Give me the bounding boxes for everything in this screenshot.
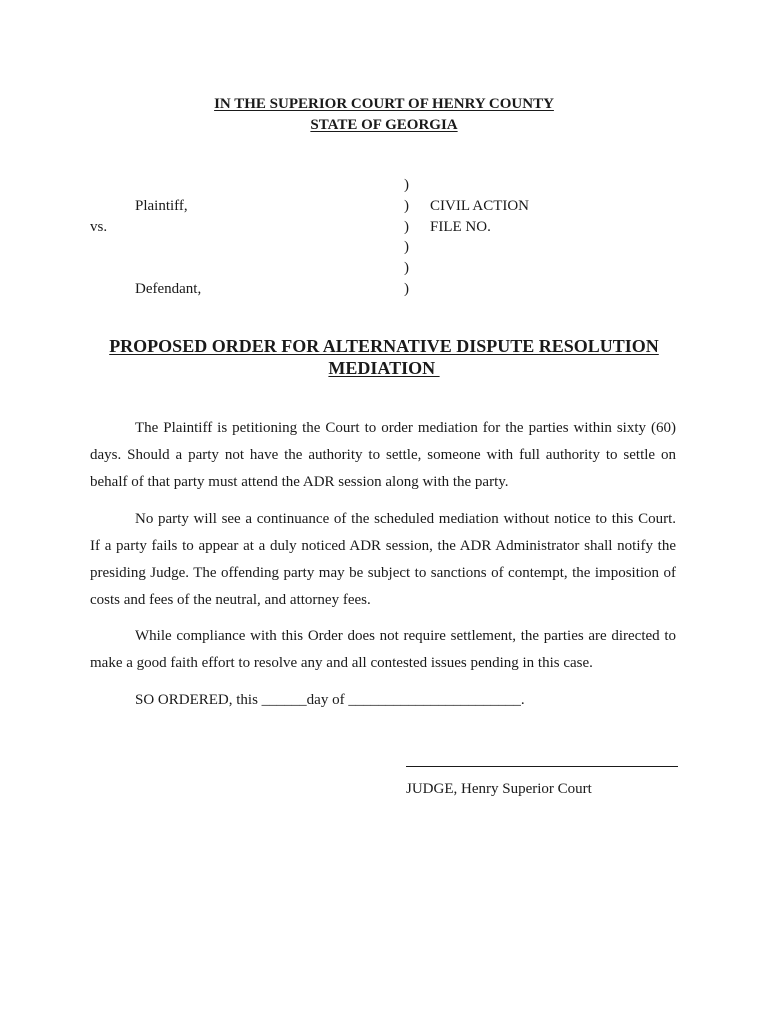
judge-signature-label: JUDGE, Henry Superior Court <box>406 781 592 797</box>
caption-paren: ) <box>404 281 409 297</box>
plaintiff-label: Plaintiff, <box>135 198 188 214</box>
caption-paren: ) <box>404 239 409 255</box>
order-title-line-2: MEDIATION <box>328 358 440 378</box>
court-header <box>0 94 768 136</box>
paragraph-mediation-petition: The Plaintiff is petitioning the Court to order mediation for the parties within sixty (60) days. Should a party not have the authority to settle, someone with full authority to settle on behalf of that party must attend the ADR session along with the party. <box>90 420 676 490</box>
defendant-label: Defendant, <box>135 281 202 297</box>
caption-paren: ) <box>404 177 409 193</box>
court-name: IN THE SUPERIOR COURT OF HENRY COUNTY <box>214 96 554 112</box>
signature-line <box>406 766 678 767</box>
file-no-label: FILE NO. <box>430 219 491 235</box>
paragraph-continuance: No party will see a continuance of the scheduled mediation without notice to this Court. If a party fails to appear at a duly noticed ADR session, the ADR Administrator shall notify the presiding Judge. The offending party may be subject to sanctions of contempt, the imposition of costs and fees of the neutral, and attorney fees. <box>90 511 676 608</box>
order-title-line-1: PROPOSED ORDER FOR ALTERNATIVE DISPUTE RESOLUTION <box>109 336 659 356</box>
caption-paren: ) <box>404 260 409 276</box>
paragraph-good-faith: While compliance with this Order does not require settlement, the parties are directed to make a good faith effort to resolve any and all contested issues pending in this case. <box>90 628 676 671</box>
state-name: STATE OF GEORGIA <box>310 117 458 133</box>
order-title <box>0 335 768 379</box>
so-ordered-line: SO ORDERED, this ______day of _______________________. <box>135 692 525 708</box>
caption-paren: ) <box>404 198 409 214</box>
vs-label: vs. <box>90 219 108 235</box>
caption-paren: ) <box>404 219 409 235</box>
civil-action-label: CIVIL ACTION <box>430 198 530 214</box>
